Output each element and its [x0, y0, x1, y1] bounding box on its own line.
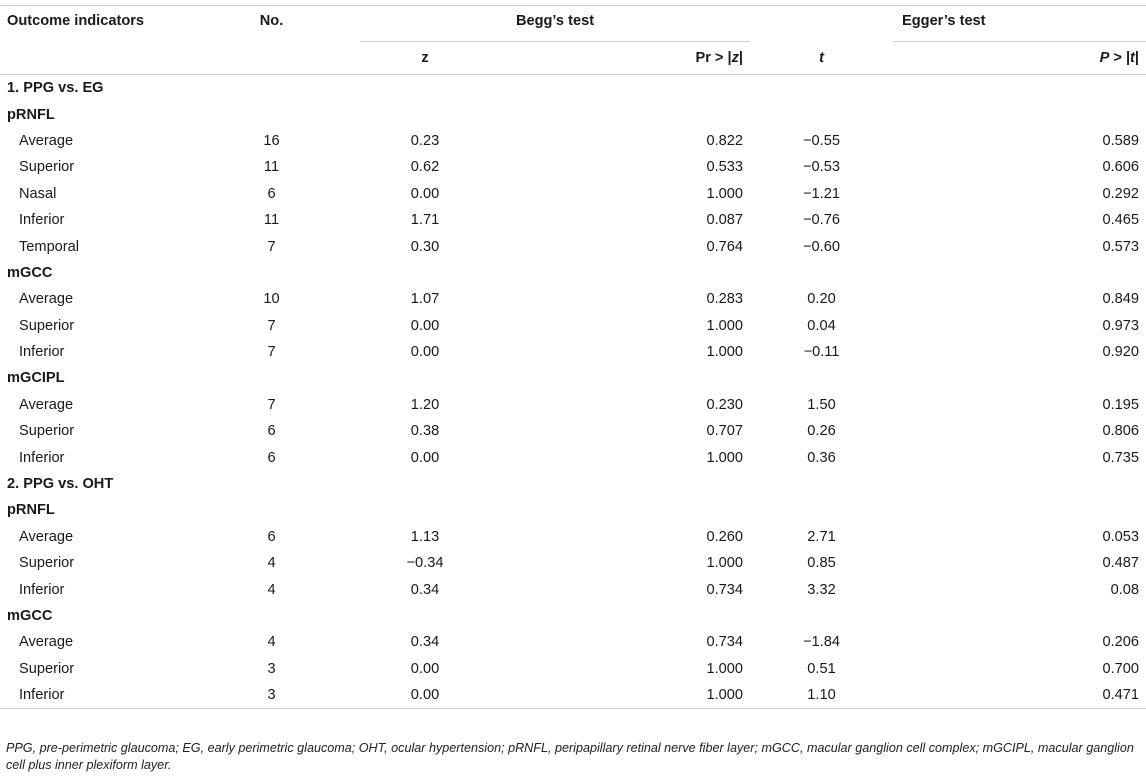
cell-t: −0.60: [803, 238, 840, 255]
group-row: [0, 101, 1146, 127]
table-row: [0, 524, 1146, 550]
header-no: No.: [130, 6, 360, 42]
cell-z: 0.00: [360, 682, 490, 709]
cell-pr: 0.230: [706, 396, 743, 413]
table-row: [0, 656, 1146, 682]
cell-no: [130, 260, 360, 286]
table-row: [0, 181, 1146, 207]
header-egger-wrap: [893, 6, 1146, 42]
cell-no: 6: [267, 449, 276, 466]
cell-pr: 1.000: [706, 660, 743, 677]
header-pr-suffix: |: [738, 50, 743, 66]
cell-pr: 1.000: [706, 344, 743, 361]
cell-p: [893, 75, 1146, 102]
cell-t: [750, 365, 893, 391]
cell-no: 3: [267, 660, 276, 677]
section-label: 2. PPG vs. OHT: [7, 476, 114, 493]
header-row-top: [0, 6, 1146, 42]
cell-p: [893, 603, 1146, 629]
cell-pr: 0.533: [706, 159, 743, 176]
group-label: mGCC: [7, 264, 53, 281]
cell-no: [130, 497, 360, 523]
cell-t: −1.84: [803, 634, 840, 651]
cell-t: −1.21: [803, 185, 840, 202]
header-p: [893, 42, 1146, 75]
cell-t: 0.51: [807, 660, 836, 677]
table-row: [0, 444, 1146, 470]
cell-p: [893, 471, 1146, 497]
header-begg: Begg’s test: [360, 6, 750, 42]
table-row: [0, 682, 1146, 709]
table-row: [0, 207, 1146, 233]
header-p-suffix: |: [1134, 50, 1139, 66]
cell-pr: 1.000: [490, 682, 750, 709]
cell-t: [750, 260, 893, 286]
table-row: [0, 392, 1146, 418]
header-outcome: Outcome indicators: [0, 6, 130, 42]
cell-p: 0.606: [1102, 159, 1139, 176]
cell-z: 1.07: [410, 291, 440, 308]
row-label: Superior: [19, 555, 75, 572]
cell-p: 0.700: [1102, 660, 1139, 677]
cell-no: 4: [267, 634, 276, 651]
cell-no: 7: [267, 238, 276, 255]
row-label: Inferior: [0, 682, 130, 709]
cell-no: 7: [267, 317, 276, 334]
cell-no: 10: [263, 291, 280, 308]
cell-z: 0.34: [410, 634, 440, 651]
cell-z: 0.38: [410, 423, 440, 440]
row-label: Nasal: [19, 185, 57, 202]
table-row: [0, 629, 1146, 655]
cell-pr: 0.283: [706, 291, 743, 308]
cell-p: [893, 260, 1146, 286]
row-label: Average: [19, 634, 74, 651]
cell-t: −0.11: [803, 344, 840, 361]
cell-p: 0.487: [1102, 555, 1139, 572]
cell-p: [893, 497, 1146, 523]
cell-p: 0.806: [1102, 423, 1139, 440]
cell-no: 4: [267, 555, 276, 572]
group-label: pRNFL: [7, 106, 55, 123]
cell-p: 0.735: [1102, 449, 1139, 466]
cell-pr: 1.000: [706, 317, 743, 334]
table-row: [0, 233, 1146, 259]
row-label: Inferior: [19, 581, 65, 598]
section-row: [0, 75, 1146, 102]
cell-p: 0.573: [1102, 238, 1139, 255]
row-label: Inferior: [19, 212, 65, 229]
row-label: Temporal: [19, 238, 80, 255]
cell-pr: 1.000: [706, 449, 743, 466]
cell-z: 0.62: [410, 159, 440, 176]
header-p-var: t: [1130, 50, 1135, 66]
cell-pr: 1.000: [706, 555, 743, 572]
cell-no: 6: [267, 185, 276, 202]
header-egger: Egger’s test: [902, 13, 986, 29]
cell-pr: 0.764: [706, 238, 743, 255]
cell-t: 0.36: [807, 449, 836, 466]
cell-pr: 0.707: [706, 423, 743, 440]
row-label: Average: [19, 132, 74, 149]
cell-z: 0.23: [410, 132, 440, 149]
cell-t: [750, 75, 893, 102]
cell-t: 0.85: [807, 555, 836, 572]
cell-z: [360, 260, 490, 286]
cell-pr: [490, 497, 750, 523]
cell-z: 1.20: [410, 396, 440, 413]
cell-no: [130, 101, 360, 127]
table-row: [0, 154, 1146, 180]
group-label: mGCIPL: [7, 370, 65, 387]
header-z: z: [360, 42, 490, 75]
cell-z: 1.13: [410, 528, 440, 545]
table-footnote: PPG, pre-perimetric glaucoma; EG, early perimetric glaucoma; OHT, ocular hypertension; pRNFL, peripapillary retinal nerve fiber layer; mGCC, macular ganglion cell complex; mGCIPL, macular ganglion cell plus inner plexiform layer.: [6, 741, 1134, 772]
cell-pr: 0.260: [706, 528, 743, 545]
section-label: 1. PPG vs. EG: [7, 80, 104, 97]
cell-no: [130, 603, 360, 629]
cell-no: [130, 471, 360, 497]
cell-no: 11: [263, 212, 280, 229]
cell-t: −0.55: [803, 132, 840, 149]
cell-t: 2.71: [807, 528, 836, 545]
cell-z: [360, 497, 490, 523]
cell-p: [893, 365, 1146, 391]
group-label: mGCC: [7, 608, 53, 624]
group-row: [0, 497, 1146, 523]
cell-z: 0.00: [410, 660, 440, 677]
cell-pr: 0.822: [706, 132, 743, 149]
cell-t: [750, 471, 893, 497]
cell-pr: [490, 603, 750, 629]
cell-no: 7: [267, 396, 276, 413]
cell-t: 0.26: [807, 423, 836, 440]
cell-t: [750, 497, 893, 523]
cell-no: 6: [267, 423, 276, 440]
row-label: Inferior: [19, 449, 65, 466]
cell-pr: 1.000: [706, 185, 743, 202]
cell-pr: 0.734: [706, 634, 743, 651]
cell-no: 11: [263, 159, 280, 176]
group-row: [0, 365, 1146, 391]
table-row: [0, 128, 1146, 154]
cell-z: [360, 603, 490, 629]
cell-p: 0.206: [1102, 634, 1139, 651]
header-p-prefix: P: [1099, 50, 1110, 66]
cell-t: −0.53: [803, 159, 840, 176]
cell-t: 1.10: [750, 682, 893, 709]
cell-z: 0.34: [410, 581, 440, 598]
cell-p: 0.195: [1102, 396, 1139, 413]
cell-p: 0.465: [1102, 212, 1139, 229]
row-label: Inferior: [19, 344, 65, 361]
cell-t: 3.32: [807, 581, 836, 598]
table-row: [0, 286, 1146, 312]
row-label: Superior: [19, 423, 75, 440]
cell-no: [130, 365, 360, 391]
cell-p: 0.053: [1102, 528, 1139, 545]
row-label: Superior: [19, 660, 75, 677]
cell-pr: [490, 101, 750, 127]
row-label: Average: [19, 291, 74, 308]
cell-z: [360, 75, 490, 102]
table-body: [0, 75, 1146, 709]
header-t: t: [750, 42, 893, 75]
table-row: [0, 339, 1146, 365]
cell-z: 0.00: [410, 317, 440, 334]
cell-z: −0.34: [406, 555, 444, 572]
cell-pr: [490, 365, 750, 391]
cell-p: 0.973: [1102, 317, 1139, 334]
header-p-mid: > |: [1109, 50, 1131, 66]
cell-z: 0.00: [410, 344, 440, 361]
cell-z: [360, 101, 490, 127]
cell-p: [893, 101, 1146, 127]
cell-z: 0.00: [410, 449, 440, 466]
table-row: [0, 418, 1146, 444]
cell-p: 0.849: [1102, 291, 1139, 308]
table-row: [0, 313, 1146, 339]
cell-pr: 0.734: [706, 581, 743, 598]
cell-p: 0.589: [1102, 132, 1139, 149]
header-pr-prefix: Pr > |: [695, 50, 732, 66]
group-row: [0, 260, 1146, 286]
cell-no: [130, 75, 360, 102]
cell-p: 0.920: [1102, 344, 1139, 361]
cell-pr: [490, 260, 750, 286]
row-label: Average: [19, 528, 74, 545]
cell-z: 1.71: [410, 212, 440, 229]
header-blank-2: [130, 42, 360, 75]
cell-p: 0.292: [1102, 185, 1139, 202]
table-row: [0, 576, 1146, 602]
cell-pr: [490, 471, 750, 497]
section-row: [0, 471, 1146, 497]
cell-z: 0.30: [410, 238, 440, 255]
cell-p: 0.08: [1110, 581, 1139, 598]
header-row-sub: [0, 42, 1146, 75]
cell-t: 0.20: [807, 291, 836, 308]
row-label: Average: [19, 396, 74, 413]
cell-z: [360, 471, 490, 497]
row-label: Superior: [19, 317, 75, 334]
cell-pr: 0.087: [706, 212, 743, 229]
cell-z: 0.00: [410, 185, 440, 202]
header-blank: [0, 42, 130, 75]
cell-t: [750, 603, 893, 629]
cell-no: 6: [267, 528, 276, 545]
header-gap: [750, 6, 893, 42]
results-table: [0, 5, 1146, 709]
cell-pr: [490, 75, 750, 102]
cell-t: 1.50: [807, 396, 836, 413]
cell-no: 4: [267, 581, 276, 598]
cell-t: −0.76: [803, 212, 840, 229]
header-pr: [490, 42, 750, 75]
cell-t: 0.04: [807, 317, 836, 334]
group-label: pRNFL: [7, 502, 55, 519]
header-pr-var: z: [731, 50, 739, 66]
cell-no: 16: [263, 132, 280, 149]
row-label: Superior: [19, 159, 75, 176]
cell-p: 0.471: [893, 682, 1146, 709]
group-row: [0, 603, 1146, 629]
cell-t: [750, 101, 893, 127]
cell-no: 3: [130, 682, 360, 709]
table-row: [0, 550, 1146, 576]
cell-no: 7: [267, 344, 276, 361]
cell-z: [360, 365, 490, 391]
